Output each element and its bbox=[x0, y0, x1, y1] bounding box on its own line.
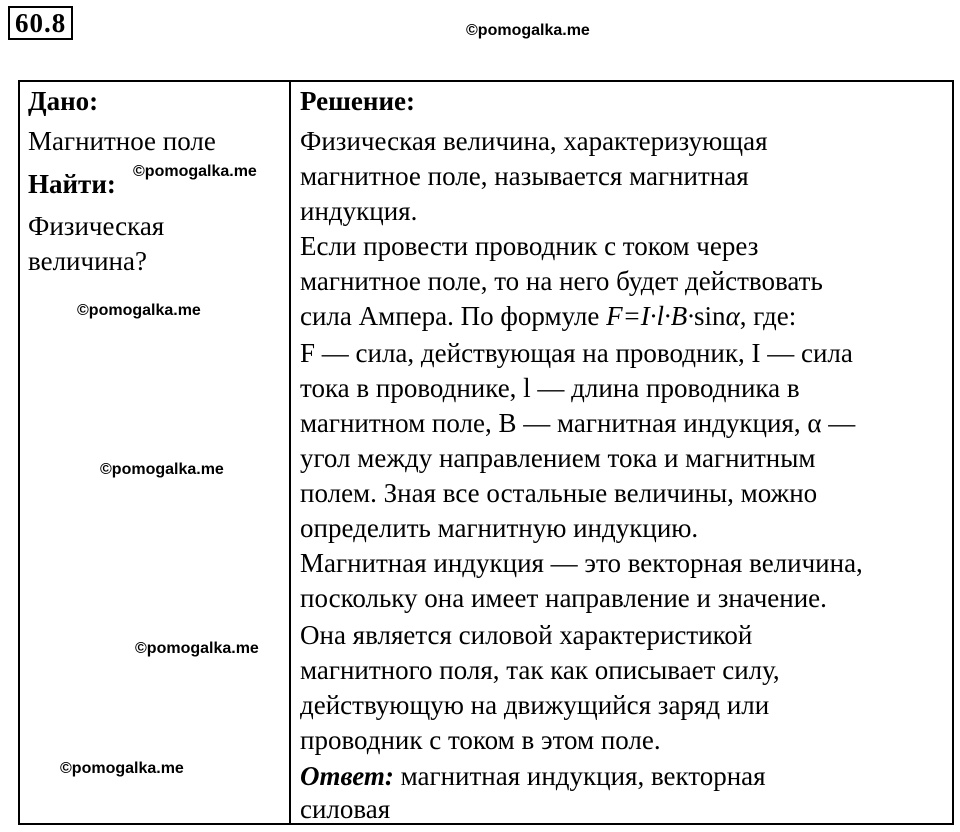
solution-line: Магнитная индукция — это векторная величина, bbox=[300, 548, 863, 578]
solution-line: определить магнитную индукцию. bbox=[300, 513, 699, 543]
solution-line: угол между направлением тока и магнитным bbox=[300, 443, 816, 473]
find-title: Найти: bbox=[28, 169, 116, 199]
solution-line: Физическая величина, характеризующая bbox=[300, 126, 768, 156]
solution-line: Если провести проводник с током через bbox=[300, 231, 759, 261]
given-value: Магнитное поле bbox=[28, 126, 216, 156]
solution-line: полем. Зная все остальные величины, можно bbox=[300, 478, 818, 508]
answer-label: Ответ: bbox=[300, 761, 394, 791]
formula-var: α bbox=[725, 301, 740, 331]
solution-line: действующую на движущийся заряд или bbox=[300, 690, 770, 720]
solution-line: поскольку она имеет направление и значение. bbox=[300, 583, 827, 613]
formula-main: F=I·l·B· bbox=[606, 301, 695, 331]
column-divider bbox=[289, 80, 291, 825]
answer-line bbox=[300, 759, 766, 794]
given-title: Дано: bbox=[28, 86, 99, 116]
solution-line: индукция. bbox=[300, 196, 418, 226]
solution-line: тока в проводнике, l — длина проводника в bbox=[300, 373, 800, 403]
solution-title: Решение: bbox=[300, 86, 415, 116]
watermark: ©pomogalka.me bbox=[60, 760, 184, 777]
find-line-2: величина? bbox=[28, 246, 147, 276]
problem-number: 60.8 bbox=[8, 6, 73, 40]
solution-line: магнитное поле, называется магнитная bbox=[300, 161, 749, 191]
answer-line-2: силовая bbox=[300, 794, 391, 824]
solution-line: Она является силовой характеристикой bbox=[300, 620, 753, 650]
formula-prefix: сила Ампера. По формуле bbox=[300, 301, 607, 331]
solution-line: магнитном поле, B — магнитная индукция, α — bbox=[300, 408, 856, 438]
formula-func: sin bbox=[694, 301, 726, 331]
watermark: ©pomogalka.me bbox=[77, 302, 201, 319]
formula-suffix: , где: bbox=[739, 301, 797, 331]
solution-line: проводник с током в этом поле. bbox=[300, 725, 661, 755]
solution-line: магнитного поля, так как описывает силу, bbox=[300, 655, 780, 685]
watermark: ©pomogalka.me bbox=[133, 163, 257, 180]
find-line-1: Физическая bbox=[28, 211, 165, 241]
answer-text: магнитная индукция, векторная bbox=[393, 761, 766, 791]
amper-formula bbox=[606, 301, 740, 331]
solution-line: магнитное поле, то на него будет действовать bbox=[300, 266, 823, 296]
solution-line: F — сила, действующая на проводник, I — сила bbox=[300, 338, 853, 368]
watermark: ©pomogalka.me bbox=[100, 461, 224, 478]
watermark: ©pomogalka.me bbox=[466, 22, 590, 39]
formula-line bbox=[300, 299, 796, 334]
watermark: ©pomogalka.me bbox=[135, 640, 259, 657]
